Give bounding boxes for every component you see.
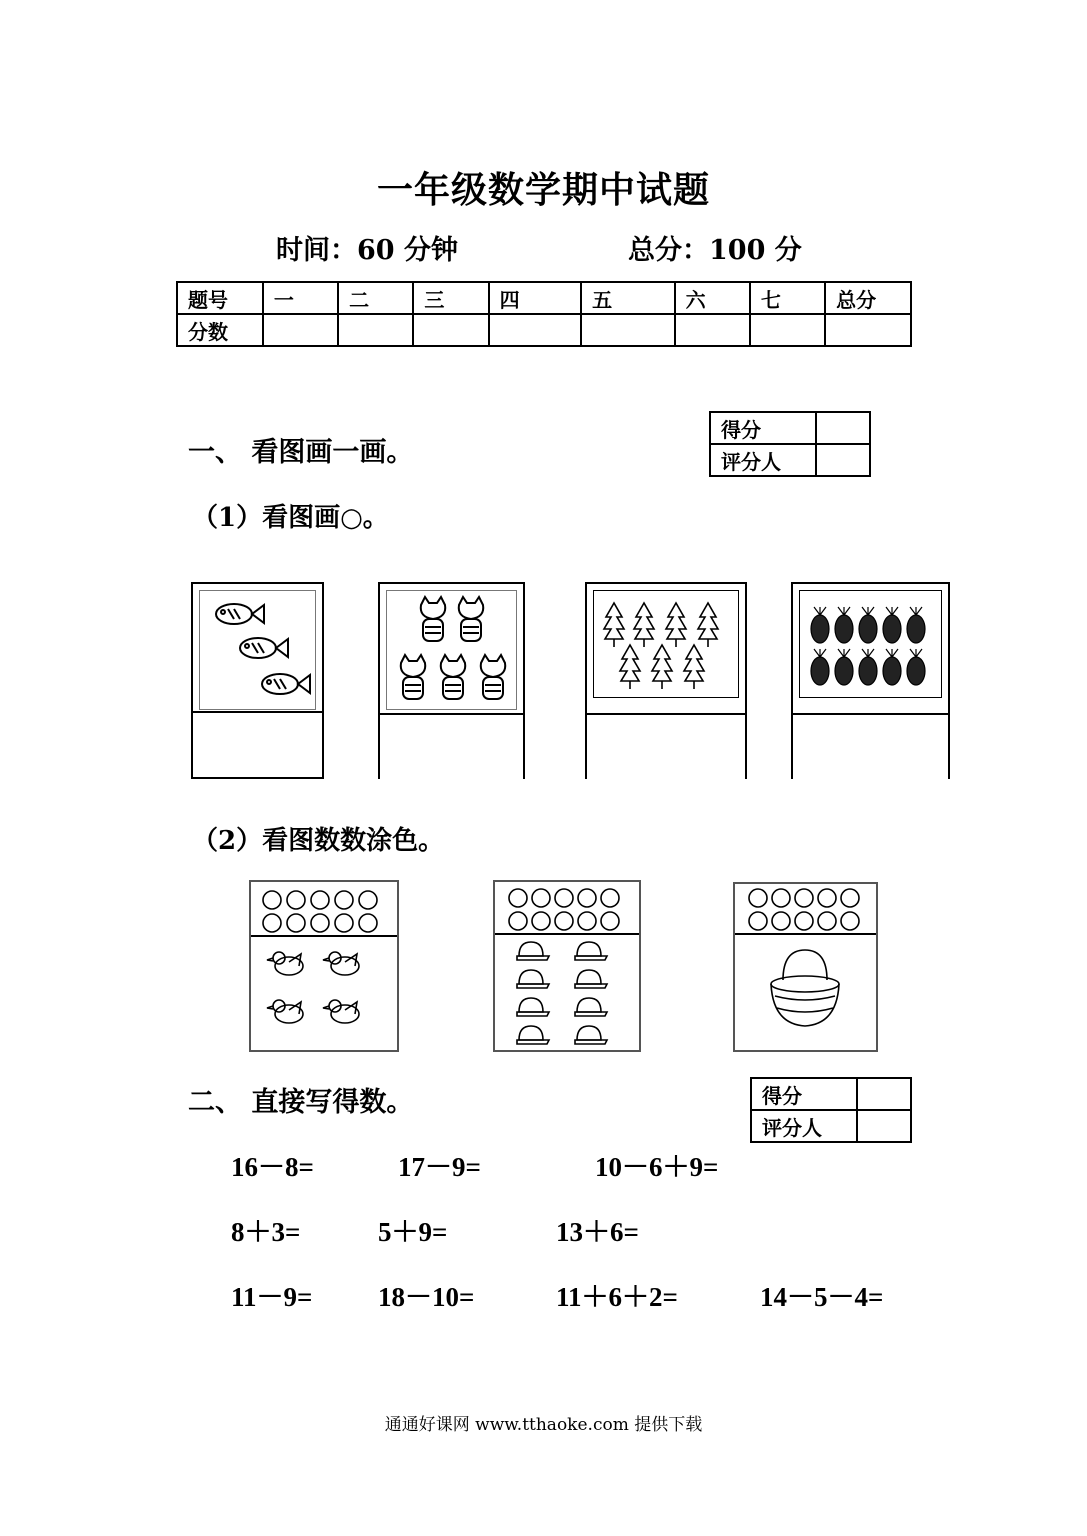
grader-box-2 (750, 1077, 912, 1143)
picture-card-cats (378, 582, 525, 779)
score-cell: 二 (338, 282, 413, 314)
score-cell: 总分 (825, 282, 911, 314)
grader-score-label: 得分 (710, 412, 816, 444)
grader-box-1 (709, 411, 871, 477)
total-score-label: 总分：100 分 (628, 235, 802, 266)
score-table (176, 281, 912, 347)
score-blank[interactable] (675, 314, 750, 346)
grader-name-blank[interactable] (857, 1110, 911, 1142)
score-cell: 三 (413, 282, 488, 314)
equation: 5＋9= (378, 1217, 448, 1247)
answer-box[interactable] (193, 711, 322, 777)
score-cell: 六 (675, 282, 750, 314)
equation: 14－5－4= (760, 1282, 884, 1312)
grader-score-blank[interactable] (857, 1078, 911, 1110)
grader-score-blank[interactable] (816, 412, 870, 444)
equation: 10－6＋9= (595, 1152, 719, 1182)
answer-box[interactable] (587, 713, 745, 779)
color-circle[interactable] (263, 891, 281, 909)
trees-image (593, 590, 739, 698)
section-1-heading: 一、 看图画一画。 (188, 437, 414, 468)
answer-box[interactable] (380, 713, 523, 779)
footer: 通通好课网 www.tthaoke.com 提供下载 (384, 1415, 703, 1435)
equation: 13＋6= (556, 1217, 639, 1247)
score-cell: 四 (489, 282, 582, 314)
score-blank[interactable] (489, 314, 582, 346)
grader-name-blank[interactable] (816, 444, 870, 476)
count-card-basket (733, 882, 878, 1052)
section-2-heading: 二、 直接写得数。 (188, 1087, 414, 1118)
score-blank[interactable] (825, 314, 911, 346)
score-cell: 七 (750, 282, 825, 314)
time-label: 时间：60 分钟 (276, 235, 458, 266)
picture-card-trees (585, 582, 747, 779)
grader-score-label: 得分 (751, 1078, 857, 1110)
grader-name-label: 评分人 (751, 1110, 857, 1142)
score-blank[interactable] (338, 314, 413, 346)
equation: 11＋6＋2= (556, 1282, 678, 1312)
fish-image (199, 590, 316, 710)
score-blank[interactable] (750, 314, 825, 346)
part-2-instruction: （2）看图数数涂色。 (192, 826, 445, 856)
picture-card-fish (191, 582, 324, 779)
cats-image (386, 590, 517, 710)
equation: 17－9= (398, 1152, 481, 1182)
score-cell: 一 (263, 282, 338, 314)
part-1-instruction: （1）看图画○。 (192, 503, 389, 533)
equation: 11－9= (231, 1282, 313, 1312)
picture-card-pineapples (791, 582, 950, 779)
count-card-birds (249, 880, 399, 1052)
equation: 16－8= (231, 1152, 314, 1182)
score-blank[interactable] (263, 314, 338, 346)
page-title: 一年级数学期中试题 (376, 169, 710, 211)
equation: 18－10= (378, 1282, 475, 1312)
score-cell: 分数 (177, 314, 263, 346)
score-blank[interactable] (413, 314, 488, 346)
score-cell: 五 (581, 282, 675, 314)
count-card-caps (493, 880, 641, 1052)
score-blank[interactable] (581, 314, 675, 346)
score-table-header-row (177, 282, 911, 314)
score-cell: 题号 (177, 282, 263, 314)
score-table-score-row (177, 314, 911, 346)
answer-box[interactable] (793, 713, 948, 779)
grader-name-label: 评分人 (710, 444, 816, 476)
equation: 8＋3= (231, 1217, 301, 1247)
pineapples-image (799, 590, 942, 698)
